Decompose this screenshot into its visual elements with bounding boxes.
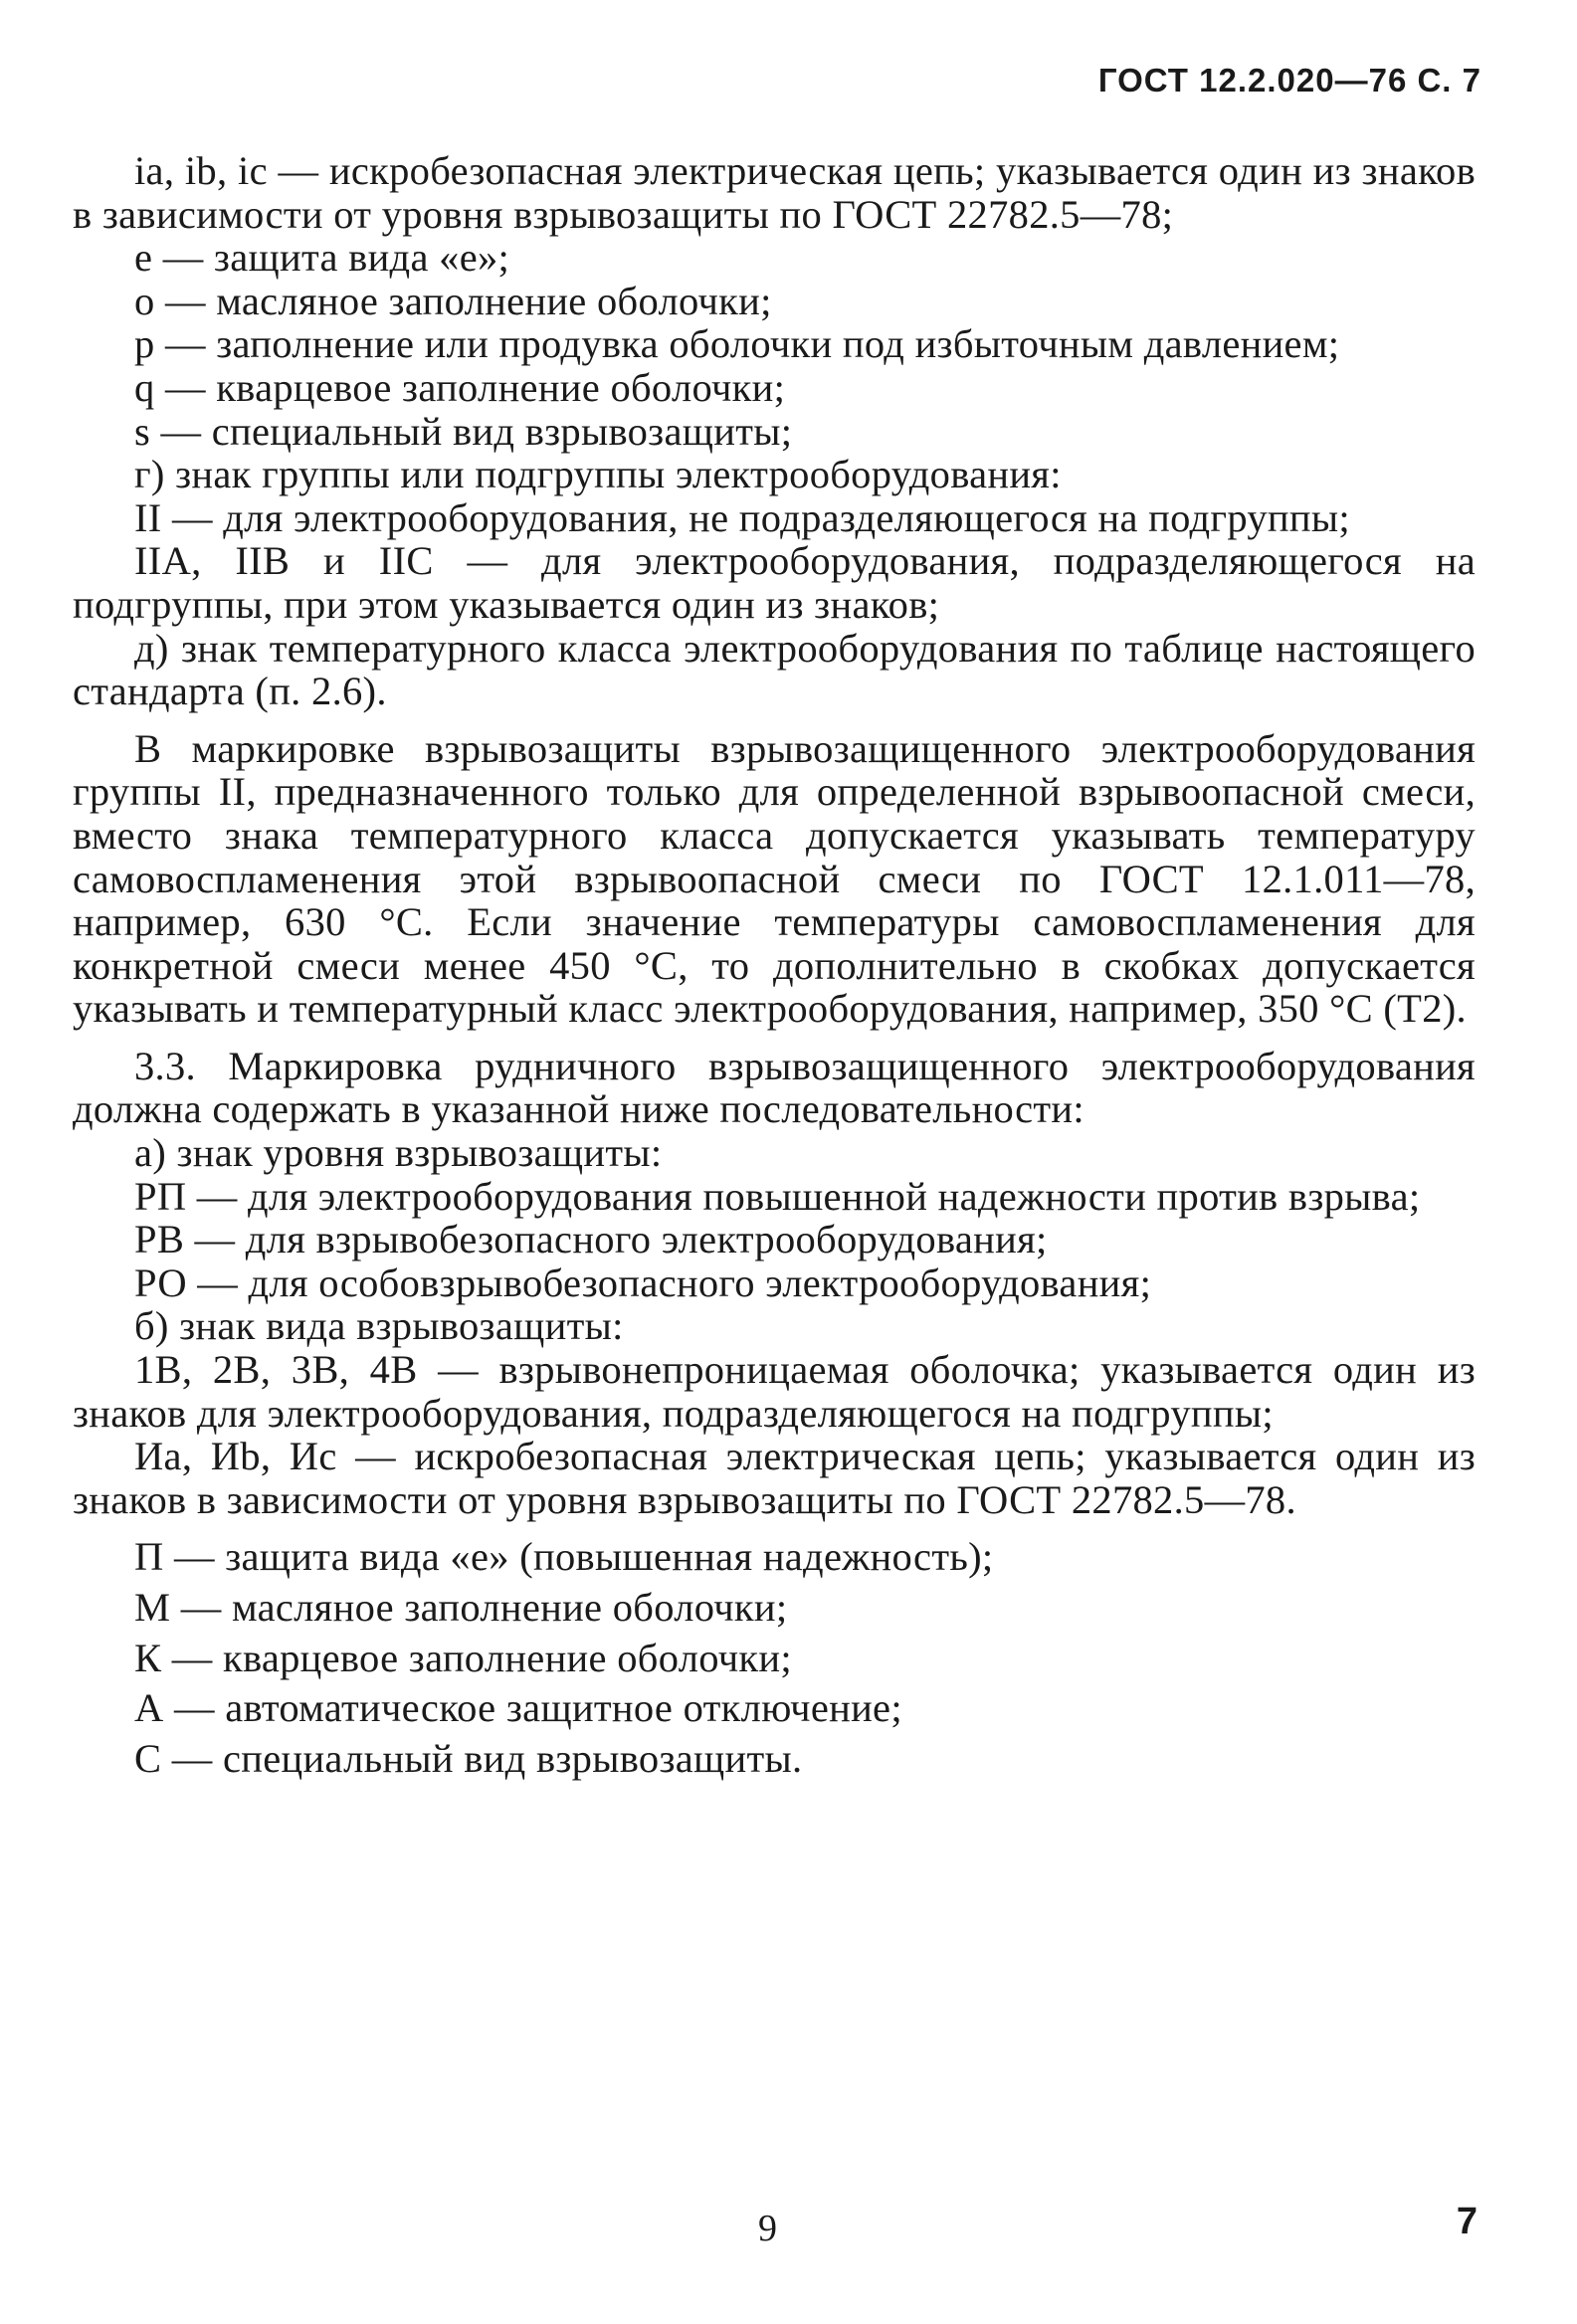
paragraph: М — масляное заполнение оболочки; bbox=[134, 1585, 788, 1630]
paragraph: q — кварцевое заполнение оболочки; bbox=[134, 364, 786, 410]
paragraph: IIA, IIB и IIC — для электрооборудования, подразделяющегося на подгруппы, при этом указывается один из знаков; bbox=[73, 538, 1476, 627]
paragraph: о — масляное заполнение оболочки; bbox=[134, 278, 772, 323]
paragraph: РВ — для взрывобезопасного электрооборудования; bbox=[134, 1217, 1048, 1262]
paragraph: РО — для особовзрывобезопасного электрооборудования; bbox=[134, 1259, 1152, 1305]
paragraph: С — специальный вид взрывозащиты. bbox=[134, 1735, 803, 1781]
paragraph: а) знак уровня взрывозащиты: bbox=[134, 1130, 663, 1176]
paragraph: б) знак вида взрывозащиты: bbox=[134, 1303, 624, 1349]
paragraph: В маркировке взрывозащиты взрывозащищенного электрооборудования группы II, предназначенного только для определенной взрывоопасной смеси, вместо знака температурного класса допускается указывать температуру самовоспламенения этой взрывоопасной смеси по ГОСТ 12.1.011—78, например, 630 °С. Если значение температуры самовоспламенения для конкретной смеси менее 450 °С, то дополнительно в скобках допускается указывать и температурный класс электрооборудования, например, 350 °С (Т2). bbox=[73, 725, 1476, 1032]
paragraph: е — защита вида «е»; bbox=[134, 235, 510, 281]
running-header: ГОСТ 12.2.020—76 С. 7 bbox=[1097, 62, 1481, 98]
page-number: 7 bbox=[1456, 2201, 1478, 2242]
paragraph: р — заполнение или продувка оболочки под избыточным давлением; bbox=[134, 321, 1340, 367]
section-heading-paragraph: 3.3. Маркировка рудничного взрывозащищенного электрооборудования должна содержать в указанной ниже последовательности: bbox=[73, 1043, 1476, 1132]
paragraph: II — для электрооборудования, не подразделяющегося на подгруппы; bbox=[134, 494, 1350, 540]
paragraph: д) знак температурного класса электрооборудования по таблице настоящего стандарта (п. 2.6). bbox=[73, 625, 1476, 714]
document-body bbox=[73, 149, 1476, 1780]
paragraph: 1В, 2В, 3В, 4В — взрывонепроницаемая оболочка; указывается один из знаков для электрооборудования, подразделяющегося на подгруппы; bbox=[73, 1347, 1476, 1436]
printed-folio: 9 bbox=[758, 2208, 777, 2249]
paragraph: s — специальный вид взрывозащиты; bbox=[134, 408, 793, 454]
paragraph: РП — для электрооборудования повышенной надежности против взрыва; bbox=[134, 1173, 1421, 1219]
paragraph: К — кварцевое заполнение оболочки; bbox=[134, 1635, 792, 1680]
paragraph: П — защита вида «е» (повышенная надежность); bbox=[134, 1534, 994, 1580]
paragraph: ia, ib, ic — искробезопасная электрическая цепь; указывается один из знаков в зависимости от уровня взрывозащиты по ГОСТ 22782.5—78; bbox=[73, 148, 1476, 237]
paragraph: А — автоматическое защитное отключение; bbox=[134, 1685, 902, 1731]
paragraph: г) знак группы или подгруппы электрооборудования: bbox=[134, 452, 1062, 497]
paragraph: Иа, Иb, Ис — искробезопасная электрическая цепь; указывается один из знаков в зависимости от уровня взрывозащиты по ГОСТ 22782.5—78. bbox=[73, 1434, 1476, 1522]
